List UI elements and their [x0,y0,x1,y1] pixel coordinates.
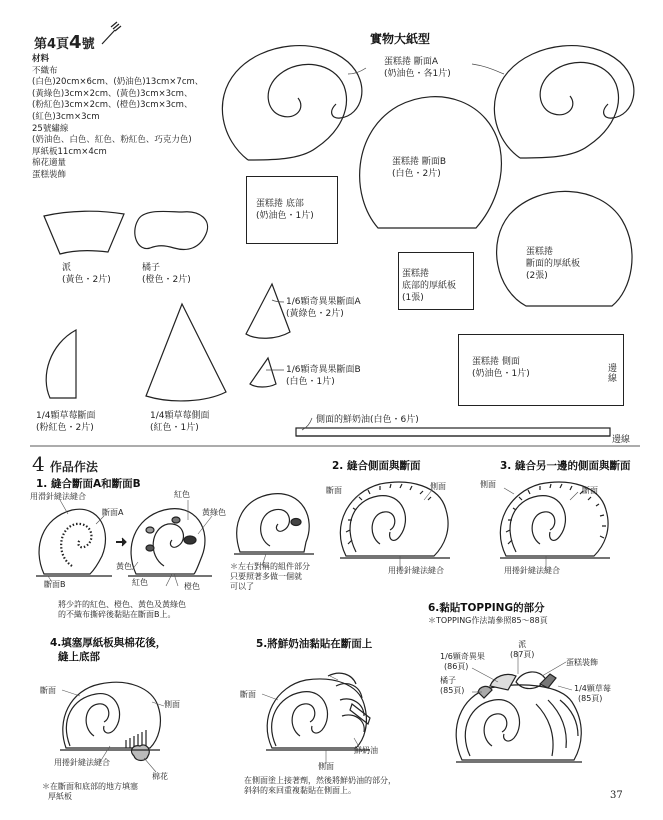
step1-label: 黃綠色 [202,508,226,517]
material-line: 不織布 [32,65,58,76]
kiwi-b-piece [250,358,276,387]
label-fold-side: 邊線 [608,364,618,384]
method-header [32,452,98,476]
label-base-card: 蛋糕捲 底部的厚紙板 (1張) [402,269,457,303]
label-side: 蛋糕捲 側面 (奶油色・1片) [472,357,530,379]
label-orange: 橘子 (橙色・2片) [142,263,191,285]
pattern-title: 實物大紙型 [370,32,431,46]
step5-note: 在側面塗上接著劑，然後將鮮奶油的部分， 斜斜的來回重複黏貼在側面上。 [244,776,396,795]
label-pie: 派 (黃色・2片) [62,263,111,285]
material-line: (白色)20cm×6cm、(奶油色)13cm×7cm、 [32,77,204,88]
step6-subtitle: ＊TOPPING作法請參照85～88頁 [428,616,548,625]
step5-label: 斷面 [240,690,256,699]
step6-diagram [456,672,582,762]
step4-diagram [60,682,160,760]
page-number: 37 [610,790,623,801]
step4-label: 用捲針縫法縫合 [54,758,110,767]
materials [32,54,203,182]
step2-label: 斷面 [326,486,342,495]
material-line: 棉花適量 [32,158,67,169]
step2-label: 用捲針縫法縫合 [388,566,444,575]
label-fold-bottom: 邊線 [612,435,631,445]
step1-title: 1. 縫合斷面A和斷面B [36,478,141,490]
step6-title: 6.黏貼TOPPING的部分 [428,602,545,614]
step2-title: 2. 縫合側面與斷面 [332,460,421,472]
step1-label: 橙色 [184,582,200,591]
step2-diagram [340,482,450,558]
orange-piece [135,211,208,249]
header-prefix: 第4頁 [34,37,70,52]
step1-note: 將少許的紅色、橙色、黃色及黃綠色 的不織布撕碎後黏貼在斷面B上。 [58,600,186,619]
label-kiwi-b: 1/6顆奇異果斷面B (白色・1片) [286,365,361,387]
material-line: (粉紅色)3cm×2cm、(橙色)3cm×3cm、 [32,100,193,111]
label-cake-b: 蛋糕捲 斷面B (白色・2片) [392,157,447,179]
step1-label: 斷面A [102,508,124,517]
material-line: 25號繡線 [32,123,69,134]
header-suffix: 號 [81,37,95,52]
label-cake-a: 蛋糕捲 斷面A (奶油色・各1片) [384,57,451,79]
step4-note: ＊在斷面和底部的地方填塞 厚紙板 [42,782,138,801]
step1-label: 斷面B [44,580,66,589]
step1-diagram-c [234,494,314,554]
step4-label: 棉花 [152,772,168,781]
step5-title: 5.將鮮奶油黏貼在斷面上 [256,638,373,650]
material-line: (紅色)3cm×3cm [32,111,100,122]
step6-label: 派 (87頁) [510,640,535,659]
method-number: 4 [32,452,45,476]
step6-label: 橘子 (85頁) [440,676,465,695]
kiwi-a-piece [246,284,290,338]
cake-section-a-right [494,46,634,158]
step3-label: 側面 [480,480,496,489]
step4-label: 斷面 [40,686,56,695]
fork-icon [102,22,121,44]
label-straw-cut: 1/4顆草莓斷面 (粉紅色・2片) [36,411,96,433]
step1-label: 紅色 [174,490,190,499]
step3-label: 斷面 [582,486,598,495]
header-number: 4 [69,32,82,53]
cream-strip [296,428,610,436]
step3-title: 3. 縫合另一邊的側面與斷面 [500,460,631,472]
strawberry-cut-piece [46,330,76,398]
label-cream: 側面的鮮奶油(白色・6片) [316,415,419,425]
step3-label: 用捲針縫法縫合 [504,566,560,575]
material-line: 蛋糕裝飾 [32,169,67,180]
label-kiwi-a: 1/6顆奇異果斷面A (黃綠色・2片) [286,297,361,319]
step1-label: 紅色 [132,578,148,587]
step5-label: 側面 [318,762,334,771]
page-header [34,32,95,53]
material-line: 厚紙板11cm×4cm [32,146,107,157]
step4-label: 側面 [164,700,180,709]
step5-label: 鮮奶油 [354,746,378,755]
label-base: 蛋糕捲 底部 (奶油色・1片) [256,199,314,221]
step1-label: 用滑針縫法縫合 [30,492,86,501]
label-straw-side: 1/4顆草莓側面 (紅色・1片) [150,411,210,433]
method-title: 作品作法 [49,460,98,474]
materials-title: 材料 [32,54,50,64]
label-section-card: 蛋糕捲 斷面的厚紙板 (2張) [526,247,581,281]
step1-diagram-b [128,509,212,576]
pie-piece [44,211,124,254]
step4-title: 4.填塞厚紙板與棉花後， 縫上底部 [50,637,167,663]
step2-label: 側面 [430,482,446,491]
strawberry-side-piece [146,304,226,401]
cake-section-a-left [222,46,362,160]
material-line: (奶油色、白色、紅色、粉紅色、巧克力色) [32,135,192,146]
step1b-note: ＊左右對稱的組件部分 只要照著多做一個就 可以了 [230,562,310,591]
step1-label: 黃色 [116,562,132,571]
step6-label: 1/6顆奇異果 (86頁) [440,652,485,671]
material-line: (黃綠色)3cm×2cm、(黃色)3cm×3cm、 [32,88,193,99]
step6-label: 1/4顆草莓 (85頁) [574,684,611,703]
step6-label: 蛋糕裝飾 [566,658,598,667]
